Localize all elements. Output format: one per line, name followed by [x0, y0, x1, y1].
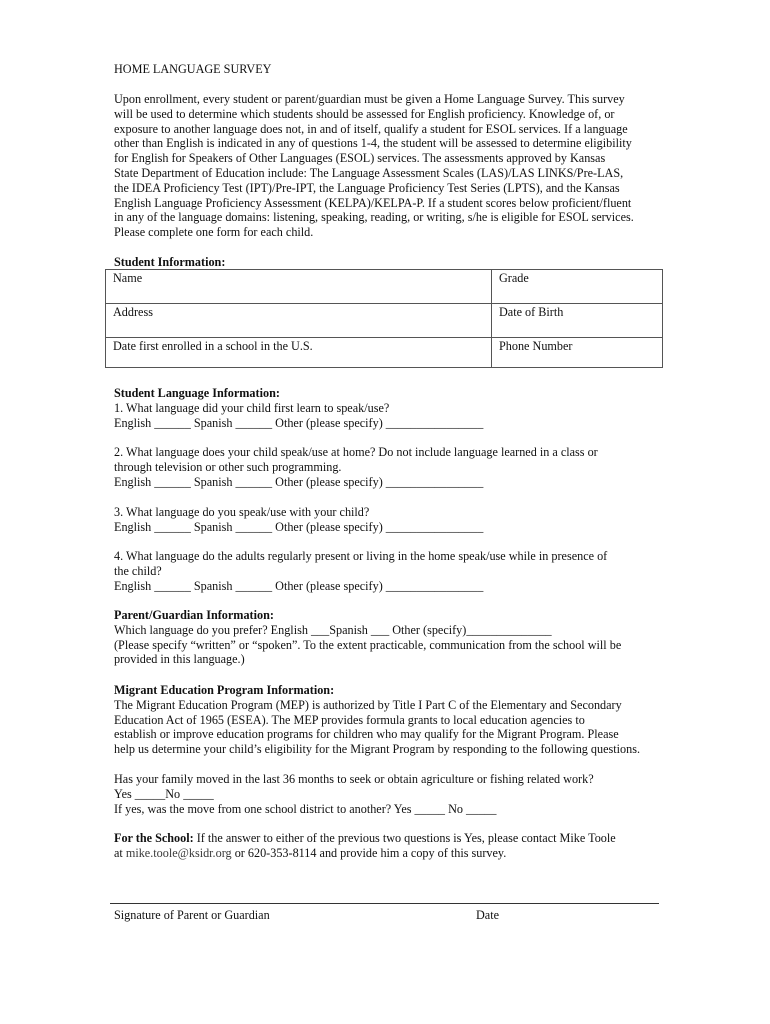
intro-line: exposure to another language does not, in and of itself, qualify a student for ESOL services. If a language: [114, 121, 628, 136]
intro-line: the IDEA Proficiency Test (IPT)/Pre-IPT, the Language Proficiency Test Series (LPTS), and the Kansas: [114, 180, 620, 195]
question-text: 4. What language do the adults regularly present or living in the home speak/use while in presence of: [114, 549, 608, 564]
address-field[interactable]: [106, 304, 492, 338]
school-note-text: If the answer to either of the previous two questions is Yes, please contact Mike Toole: [193, 831, 616, 845]
date-label: Date: [476, 908, 500, 922]
move-questions: [114, 772, 674, 816]
school-note-text: at: [114, 845, 126, 860]
question-text: 1. What language did your child first learn to speak/use?: [114, 400, 390, 415]
question-1: [114, 401, 674, 431]
intro-paragraph: [114, 92, 674, 240]
move-question-text: Has your family moved in the last 36 months to seek or obtain agriculture or fishing related work?: [114, 772, 594, 786]
intro-line: Please complete one form for each child.: [114, 225, 314, 240]
table-row: [106, 270, 663, 304]
district-move-question[interactable]: If yes, was the move from one school district to another? Yes _____ No _____: [114, 801, 497, 816]
intro-line: other than English is indicated in any of questions 1-4, the student will be assessed to determine eligibility: [114, 136, 632, 151]
intro-line: in any of the language domains: listening, speaking, reading, or writing, s/he is eligible for ESOL services.: [114, 210, 634, 225]
table-row: [106, 338, 663, 368]
grade-field[interactable]: [492, 270, 663, 304]
intro-line: Upon enrollment, every student or parent/guardian must be given a Home Language Survey. This survey: [114, 92, 625, 106]
intro-line: State Department of Education include: The Language Assessment Scales (LAS)/LAS LINKS/Pre-LAS,: [114, 165, 624, 180]
school-note-text: or 620-353-8114 and provide him a copy of this survey.: [231, 845, 507, 860]
dob-field[interactable]: [492, 304, 663, 338]
school-note-line: [114, 831, 674, 846]
mep-info-text: help us determine your child’s eligibility for the Migrant Program by responding to the following questions.: [114, 742, 641, 757]
parent-info-section: [114, 608, 674, 667]
page-title: HOME LANGUAGE SURVEY: [114, 62, 272, 76]
school-note: [114, 831, 674, 861]
enrolled-date-label: Date first enrolled in a school in the U.S.: [113, 339, 313, 353]
contact-email-link[interactable]: mike.toole@ksidr.org: [125, 845, 232, 860]
school-note-line: [114, 846, 674, 861]
phone-field[interactable]: [492, 338, 663, 368]
school-note-label: For the School:: [114, 831, 194, 845]
question-2: [114, 445, 674, 489]
answer-options[interactable]: English ______ Spanish ______ Other (please specify) ________________: [114, 474, 484, 489]
mep-info-text: Education Act of 1965 (ESEA). The MEP provides formula grants to local education agencies to: [114, 712, 585, 727]
mep-info-text: The Migrant Education Program (MEP) is authorized by Title I Part C of the Elementary and Secondary: [114, 697, 622, 712]
language-info-section: [114, 386, 674, 594]
signature-label: Signature of Parent or Guardian: [114, 908, 270, 922]
name-field[interactable]: [106, 270, 492, 304]
preferred-language-line[interactable]: Which language do you prefer? English ___Spanish ___ Other (specify)______________: [114, 622, 552, 637]
intro-line: English Language Proficiency Assessment (KELPA)/KELPA-P. If a student scores below proficient/fluent: [114, 195, 632, 210]
mep-info-section: [114, 683, 674, 757]
question-text: the child?: [114, 564, 162, 579]
grade-label: Grade: [499, 271, 529, 285]
student-info-heading: Student Information:: [114, 255, 226, 269]
answer-options[interactable]: English ______ Spanish ______ Other (please specify) ________________: [114, 519, 484, 534]
mep-info-text: establish or improve education programs for children who may qualify for the Migrant Program. Please: [114, 727, 619, 742]
student-info-table: [105, 269, 663, 368]
enrolled-date-field[interactable]: [106, 338, 492, 368]
parent-info-text: (Please specify “written” or “spoken”. To the extent practicable, communication from the school will be: [114, 637, 622, 652]
answer-options[interactable]: English ______ Spanish ______ Other (please specify) ________________: [114, 415, 484, 430]
parent-info-heading: Parent/Guardian Information:: [114, 608, 274, 622]
move-answer-yes-no[interactable]: Yes _____No _____: [114, 786, 214, 801]
question-text: 2. What language does your child speak/use at home? Do not include language learned in a class or: [114, 445, 598, 460]
intro-line: will be used to determine which students should be assessed for English proficiency. Knowledge of, or: [114, 106, 615, 121]
answer-options[interactable]: English ______ Spanish ______ Other (please specify) ________________: [114, 578, 484, 593]
phone-label: Phone Number: [499, 339, 573, 353]
mep-info-heading: Migrant Education Program Information:: [114, 683, 335, 697]
table-row: [106, 304, 663, 338]
address-label: Address: [113, 305, 153, 319]
question-3: [114, 505, 674, 535]
question-text: through television or other such programming.: [114, 460, 342, 475]
question-text: 3. What language do you speak/use with your child?: [114, 504, 370, 519]
dob-label: Date of Birth: [499, 305, 564, 319]
intro-line: for English for Speakers of Other Languages (ESOL) services. The assessments approved by Kansas: [114, 151, 606, 166]
parent-info-text: provided in this language.): [114, 652, 245, 667]
signature-line[interactable]: [110, 903, 659, 904]
language-info-heading: Student Language Information:: [114, 386, 280, 400]
question-4: [114, 549, 674, 593]
name-label: Name: [113, 271, 143, 285]
